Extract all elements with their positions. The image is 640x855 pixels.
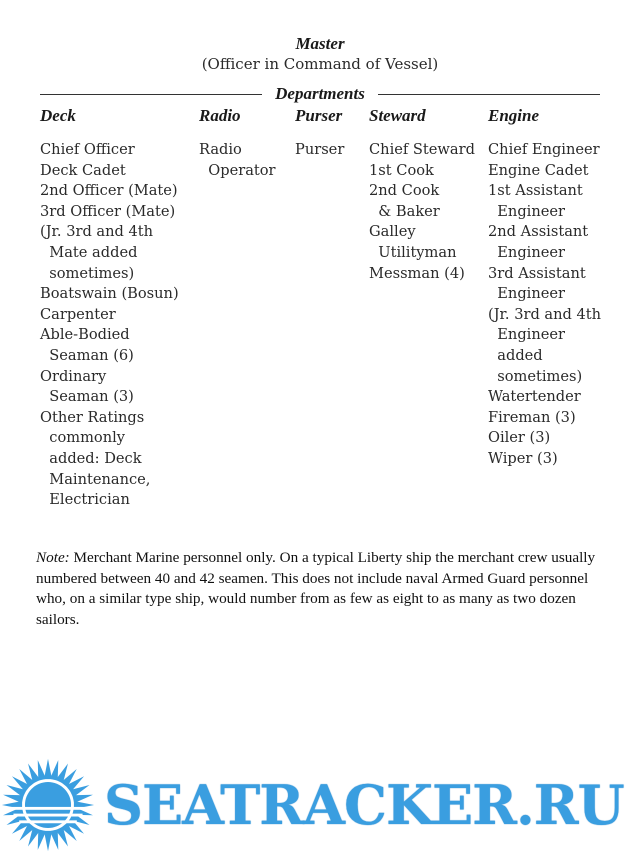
- column-heading-steward: Steward: [369, 106, 426, 125]
- column-steward: [369, 105, 475, 284]
- role-line: Chief Engineer: [488, 141, 600, 158]
- sun-ray: [3, 795, 24, 803]
- column-purser: [295, 105, 344, 161]
- role-line: sometimes): [40, 264, 135, 282]
- role-line: Ordinary: [40, 367, 107, 385]
- departments-rule-left: [40, 94, 262, 95]
- role-line: Radio: [199, 141, 242, 158]
- column-heading-purser: Purser: [295, 106, 343, 125]
- column-list-deck: [40, 140, 179, 511]
- column-heading-radio: Radio: [199, 106, 241, 125]
- master-subtitle: (Officer in Command of Vessel): [201, 55, 439, 73]
- sun-ray: [44, 759, 52, 779]
- role-line: Engineer: [488, 243, 565, 261]
- role-line: (Jr. 3rd and 4th: [40, 223, 154, 241]
- role-line: Engineer: [488, 202, 565, 220]
- role-line: 3rd Assistant: [488, 264, 586, 282]
- role-line: 2nd Officer (Mate): [40, 182, 178, 200]
- role-line: 1st Assistant: [488, 182, 583, 200]
- role-line: Purser: [295, 141, 345, 158]
- role-line: added: Deck: [40, 449, 142, 467]
- role-line: Fireman (3): [488, 408, 576, 426]
- column-engine: [488, 105, 601, 470]
- column-list-engine: [488, 140, 601, 470]
- role-line: Watertender: [488, 388, 581, 406]
- column-radio: [199, 105, 276, 181]
- role-line: Engineer: [488, 326, 565, 344]
- sun-ray: [44, 831, 52, 851]
- departments-heading: Departments: [275, 84, 365, 103]
- role-line: (Jr. 3rd and 4th: [488, 305, 602, 323]
- column-heading-engine: Engine: [488, 106, 540, 125]
- column-list-steward: [369, 140, 475, 284]
- column-list-purser: [295, 140, 344, 161]
- column-deck: [40, 105, 179, 511]
- role-line: added: [488, 346, 543, 364]
- role-line: Boatswain (Bosun): [40, 285, 179, 303]
- role-line: Seaman (3): [40, 388, 134, 406]
- role-line: Maintenance,: [40, 470, 151, 488]
- role-line: Electrician: [40, 491, 130, 509]
- role-line: Galley: [369, 223, 416, 241]
- role-line: Engine Cadet: [488, 161, 589, 179]
- role-line: Able-Bodied: [40, 326, 130, 344]
- column-heading-deck: Deck: [40, 106, 76, 125]
- column-list-radio: [199, 140, 276, 181]
- sun-ray: [72, 795, 93, 803]
- role-line: 3rd Officer (Mate): [40, 202, 176, 220]
- watermark-brand-text: SEATRACKER.RU: [104, 773, 624, 837]
- note-label: Note:: [36, 549, 70, 567]
- role-line: sometimes): [488, 367, 583, 385]
- sun-ray: [50, 760, 58, 781]
- role-line: Oiler (3): [488, 429, 551, 447]
- role-line: Carpenter: [40, 305, 116, 323]
- role-line: Messman (4): [369, 264, 465, 282]
- role-line: commonly: [40, 429, 126, 447]
- role-line: 1st Cook: [369, 161, 434, 179]
- role-line: Seaman (6): [40, 346, 134, 364]
- watermark: [0, 755, 640, 855]
- footnote: [36, 548, 606, 630]
- role-line: Wiper (3): [488, 449, 558, 467]
- role-line: & Baker: [369, 202, 440, 220]
- sun-ray: [38, 829, 46, 850]
- role-line: Deck Cadet: [40, 161, 126, 179]
- master-title: Master: [295, 34, 345, 53]
- role-line: Utilityman: [369, 243, 457, 261]
- role-line: Chief Steward: [369, 141, 475, 158]
- role-line: 2nd Cook: [369, 182, 440, 200]
- role-line: Operator: [199, 161, 276, 179]
- departments-rule-right: [378, 94, 600, 95]
- role-line: Chief Officer: [40, 141, 135, 158]
- role-line: 2nd Assistant: [488, 223, 589, 241]
- note-text: Merchant Marine personnel only. On a typical Liberty ship the merchant crew usually numbered between 40 and 42 seamen. This does not include naval Armed Guard personnel who, on a similar type ship, would number from as few as eight to as many as two dozen sailors.: [36, 549, 596, 628]
- role-line: Engineer: [488, 285, 565, 303]
- sun-icon: [0, 757, 96, 853]
- role-line: Mate added: [40, 243, 138, 261]
- role-line: Other Ratings: [40, 408, 145, 426]
